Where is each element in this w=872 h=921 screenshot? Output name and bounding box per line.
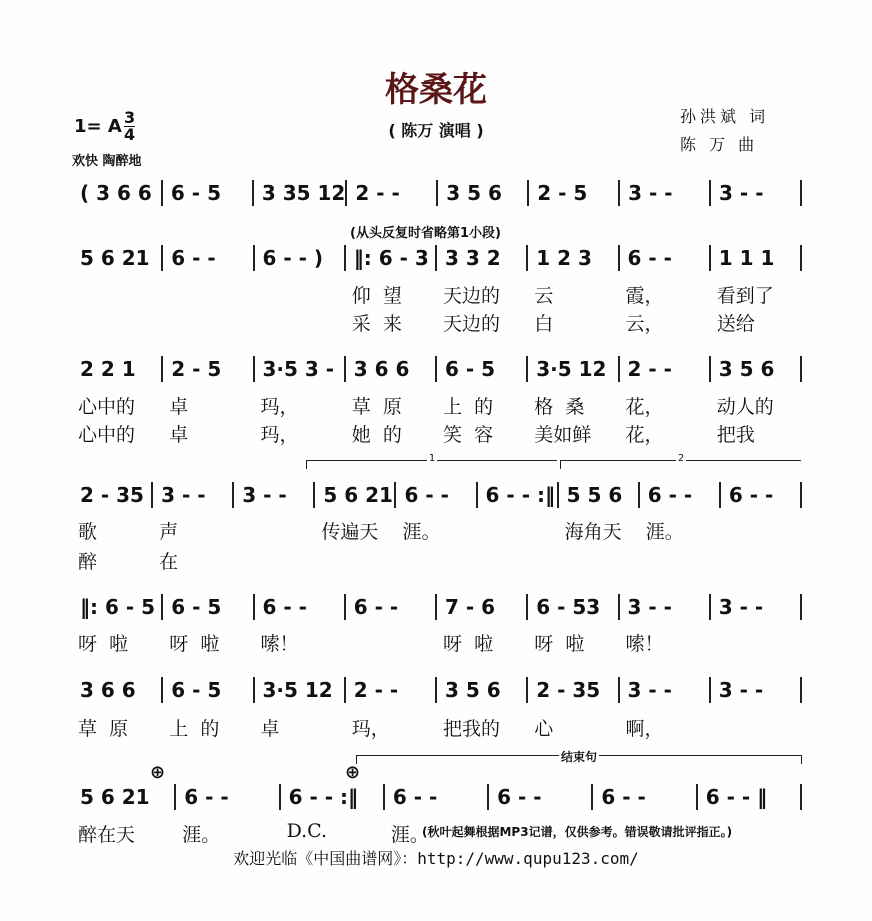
measure: 6 - - ) [255,245,346,271]
measure: 2 - - [347,180,438,206]
measure: 3 3 2 [437,245,528,271]
notation-line [72,482,802,508]
ending-bracket [356,750,802,764]
lyric-text [163,281,254,308]
volta-2-label: 2 [677,453,685,464]
measure: 6 - - [489,784,593,810]
measure: 2 2 1 [72,356,163,382]
measure: 3 - - [711,180,802,206]
notation-line [72,180,802,206]
lyric-text [711,714,802,741]
lyric-text: 心 [534,718,554,740]
lyric-text: 在 [159,551,179,573]
measure: 6 - - [620,245,711,271]
lyric-text: 啊， [625,718,664,740]
lyric-text: 醉在天 [78,824,136,846]
lyric-line [72,714,802,741]
measure: 6 - - [176,784,280,810]
lyric-text [396,547,477,574]
measure: 3 - - [620,180,711,206]
measure: ( 3 6 6 [72,180,163,206]
measure: 3 - - [620,677,711,703]
lyric-text [478,517,559,544]
measure: 6 - - [163,245,254,271]
key-signature: 1= A [74,116,122,137]
lyric-text: 涯。 [402,521,441,543]
measure: 3 6 6 [346,356,437,382]
lyric-text: 笑 容 [443,424,494,446]
lyric-text: 卓 [169,424,189,446]
footnote: (秋叶起舞根据MP3记谱，仅供参考。错误敬请批评指正。) [422,825,733,839]
measure: 6 - - [255,594,346,620]
measure: 3 5 6 [437,677,528,703]
measure: 3 - - [711,594,802,620]
ending-label: 结束句 [560,750,597,764]
measure: 5 6 21 [72,784,176,810]
lyric-text: 格 桑 [534,396,585,418]
measure: 2 - 5 [163,356,254,382]
volta-1 [306,453,557,469]
measure: 6 - 5 [437,356,528,382]
lyric-text: 传遍天 [321,521,379,543]
lyric-text: 玛， [260,424,299,446]
lyric-line [72,420,802,447]
measure: 3·5 12 [528,356,619,382]
lyric-text: 涯。 [182,824,221,846]
measure: 6 - - [640,482,721,508]
time-bottom: 4 [124,125,136,144]
measure: 3 5 6 [438,180,529,206]
lyric-text: 呀 啦 [443,633,494,655]
lyric-line [72,392,802,419]
lyric-text: 看到了 [716,285,774,307]
lyric-line [72,629,802,656]
lyric-line [72,309,802,336]
lyric-text: 云 [534,285,554,307]
lyric-text: 送给 [716,313,755,335]
measure: ‖: 6 - 3 [346,245,437,271]
measure: 1 1 1 [711,245,802,271]
measure: 2 - 35 [528,677,619,703]
measure: 6 - - [385,784,489,810]
lyric-text [72,281,163,308]
volta-1-label: 1 [428,453,436,464]
coda-icon: ⊕ [345,762,361,783]
lyric-text: 心中的 [78,396,136,418]
lyric-text: 仰 望 [351,285,402,307]
lyric-text: 卓 [260,718,280,740]
lyric-text: 草 原 [351,396,402,418]
lyric-text [721,547,802,574]
measure: 6 - 5 [163,594,254,620]
lyric-text: 玛， [260,396,299,418]
measure: 6 - - [593,784,697,810]
lyric-text: 上 的 [169,718,220,740]
lyric-text: 把我 [716,424,755,446]
measure: 3 6 6 [72,677,163,703]
lyric-text: 采 来 [351,313,402,335]
lyric-text: 歌 [78,521,98,543]
lyric-text: 嗦！ [260,633,299,655]
volta-2 [560,453,801,469]
measure: 6 - - [396,482,477,508]
lyric-text [640,547,721,574]
lyric-text [234,517,315,544]
notation-line [72,594,802,620]
measure: 3 - - [711,677,802,703]
notation-line [72,245,802,271]
singer: ( 陈万 演唱 ) [388,121,484,140]
measure: 3 35 12 [254,180,348,206]
measure: 7 - 6 [437,594,528,620]
lyric-text: 动人的 [716,396,774,418]
lyric-text: 涯。 [390,824,429,846]
lyric-text: 把我的 [443,718,501,740]
notation-line [72,784,802,810]
tempo-marking: 欢快 陶醉地 [72,154,142,169]
lyric-text: 草 原 [78,718,129,740]
lyric-text: D.C. [286,820,328,842]
measure: 3 - - [620,594,711,620]
measure: 5 6 21 [72,245,163,271]
lyric-text: 呀 啦 [534,633,585,655]
measure: 3 - - [153,482,234,508]
time-signature [124,110,135,143]
lyric-text: 天边的 [443,285,501,307]
measure: ‖: 6 - 5 [72,594,163,620]
lyric-text [72,309,163,336]
lyric-text [346,629,437,656]
measure: 6 - - :‖ [281,784,385,810]
measure: 3 5 6 [711,356,802,382]
measure: 3 - - [234,482,315,508]
lyric-text: 花， [625,424,664,446]
measure: 1 2 3 [528,245,619,271]
lyric-text: 花， [625,396,664,418]
measure: 6 - - [721,482,802,508]
lyric-text [234,547,315,574]
notation-line [72,356,802,382]
measure: 2 - 5 [529,180,620,206]
lyric-text: 海角天 [564,521,622,543]
measure: 3·5 3 - [255,356,346,382]
lyric-text: 呀 啦 [78,633,129,655]
measure: 2 - - [346,677,437,703]
lyric-line [72,517,802,544]
composer: 陈 万 曲 [680,135,759,154]
lyricist: 孙洪斌 词 [680,107,770,126]
lyric-text [255,309,346,336]
lyric-text [711,629,802,656]
lyric-line [72,281,802,308]
lyric-text: 天边的 [443,313,501,335]
lyric-text [559,547,640,574]
lyric-text: 美如鲜 [534,424,592,446]
lyric-text [255,281,346,308]
measure: 5 6 21 [315,482,396,508]
measure: 6 - 5 [163,677,254,703]
measure: 6 - 53 [528,594,619,620]
measure: 6 - 5 [163,180,254,206]
lyric-line [72,547,802,574]
lyric-text [163,309,254,336]
measure: 3·5 12 [255,677,346,703]
lyric-text: 云， [625,313,664,335]
lyric-text: 白 [534,313,554,335]
measure: 6 - - [346,594,437,620]
lyric-text: 霞， [625,285,664,307]
notation-line [72,677,802,703]
measure: 6 - - ‖ [698,784,802,810]
lyric-text: 心中的 [78,424,136,446]
lyric-text: 卓 [169,396,189,418]
site-footer: 欢迎光临《中国曲谱网》：http://www.qupu123.com/ [233,849,639,868]
lyric-text: 她 的 [351,424,402,446]
coda-icon: ⊕ [150,762,166,783]
measure: 5 5 6 [559,482,640,508]
lyric-text [315,547,396,574]
lyric-text: 呀 啦 [169,633,220,655]
lyric-text: 声 [159,521,179,543]
lyric-text: 涯。 [645,521,684,543]
time-top: 3 [124,108,136,127]
measure: 2 - - [620,356,711,382]
repeat-note: (从头反复时省略第1小段) [350,226,501,241]
lyric-text: 嗦！ [625,633,664,655]
lyric-text [478,547,559,574]
measure: 6 - - :‖ [478,482,559,508]
measure: 2 - 35 [72,482,153,508]
song-title: 格桑花 [385,70,487,110]
lyric-text: 醉 [78,551,98,573]
lyric-text [721,517,802,544]
lyric-text: 上 的 [443,396,494,418]
lyric-text: 玛， [351,718,390,740]
